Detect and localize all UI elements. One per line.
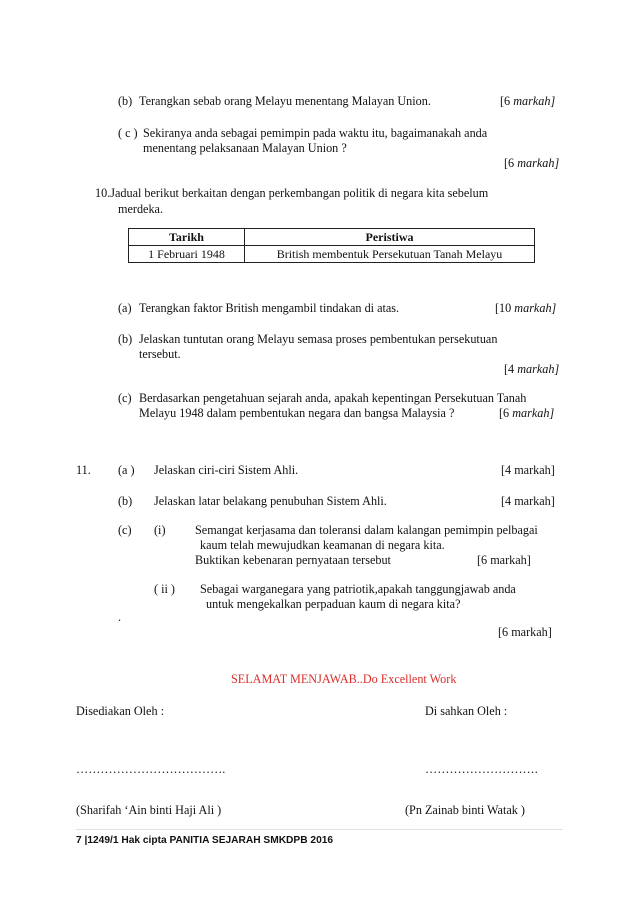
q10-b-line2: tersebut. bbox=[139, 347, 181, 361]
verifier-name: (Pn Zainab binti Watak ) bbox=[405, 803, 525, 817]
q9-b-marks: [6 markah] bbox=[500, 94, 556, 108]
q11-cii-marks: [6 markah] bbox=[498, 625, 552, 639]
q11-b-marks: [4 markah] bbox=[501, 494, 555, 508]
q9-c-label: ( c ) bbox=[118, 126, 138, 140]
q10-line2: merdeka. bbox=[118, 202, 164, 216]
q11-ci-line3: Buktikan kebenaran pernyataan tersebut bbox=[195, 553, 391, 567]
q11-ci-marks: [6 markah] bbox=[477, 553, 531, 567]
signature-line-right: ………………………. bbox=[425, 762, 538, 776]
verified-by-label: Di sahkan Oleh : bbox=[425, 704, 508, 718]
table-header-event: Peristiwa bbox=[245, 229, 535, 246]
table-row bbox=[129, 246, 535, 263]
q9-c-marks: [6 markah] bbox=[504, 156, 560, 170]
page-footer: 7 |1249/1 Hak cipta PANITIA SEJARAH SMKDPB 2016 bbox=[76, 835, 334, 846]
table-cell-date: 1 Februari 1948 bbox=[129, 246, 245, 263]
q11-b-text: Jelaskan latar belakang penubuhan Sistem Ahli. bbox=[154, 494, 387, 508]
q11-a-label: (a ) bbox=[118, 463, 135, 477]
q9-c-line1: Sekiranya anda sebagai pemimpin pada waktu itu, bagaimanakah anda bbox=[143, 126, 488, 140]
q11-c-label: (c) bbox=[118, 523, 132, 537]
footer-divider bbox=[76, 829, 563, 830]
q11-cii-label: ( ii ) bbox=[154, 582, 175, 596]
q11-cii-line2: untuk mengekalkan perpaduan kaum di negara kita? bbox=[206, 597, 461, 611]
q9-b-text: Terangkan sebab orang Melayu menentang Malayan Union. bbox=[139, 94, 431, 108]
q11-cii-line1: Sebagai warganegara yang patriotik,apakah tanggungjawab anda bbox=[200, 582, 516, 596]
table-cell-event: British membentuk Persekutuan Tanah Melayu bbox=[245, 246, 535, 263]
q11-ci-label: (i) bbox=[154, 523, 166, 537]
table-header-date: Tarikh bbox=[129, 229, 245, 246]
closing-message: SELAMAT MENJAWAB..Do Excellent Work bbox=[231, 672, 457, 686]
q9-c-line2: menentang pelaksanaan Malayan Union ? bbox=[143, 141, 347, 155]
q10-a-marks: [10 markah] bbox=[495, 301, 557, 315]
q11-ci-line1: Semangat kerjasama dan toleransi dalam kalangan pemimpin pelbagai bbox=[195, 523, 538, 537]
q10-a-label: (a) bbox=[118, 301, 132, 315]
q10-b-label: (b) bbox=[118, 332, 133, 346]
q11-ci-line2: kaum telah mewujudkan keamanan di negara kita. bbox=[200, 538, 445, 552]
q11-number: 11. bbox=[76, 463, 91, 477]
q10-c-label: (c) bbox=[118, 391, 132, 405]
table-header-row bbox=[129, 229, 535, 246]
q10-a-text: Terangkan faktor British mengambil tindakan di atas. bbox=[139, 301, 400, 315]
q11-b-label: (b) bbox=[118, 494, 133, 508]
q10-c-line1: Berdasarkan pengetahuan sejarah anda, apakah kepentingan Persekutuan Tanah bbox=[139, 391, 527, 405]
q10-b-marks: [4 markah] bbox=[504, 362, 560, 376]
q11-a-text: Jelaskan ciri-ciri Sistem Ahli. bbox=[154, 463, 299, 477]
prepared-by-label: Disediakan Oleh : bbox=[76, 704, 164, 718]
q10-line1: 10.Jadual berikut berkaitan dengan perkembangan politik di negara kita sebelum bbox=[95, 186, 489, 200]
q10-c-marks: [6 markah] bbox=[499, 406, 555, 420]
q11-a-marks: [4 markah] bbox=[501, 463, 555, 477]
q10-c-line2: Melayu 1948 dalam pembentukan negara dan bangsa Malaysia ? bbox=[139, 406, 455, 420]
event-table bbox=[128, 228, 535, 263]
q11-dot: . bbox=[118, 610, 122, 624]
q10-b-line1: Jelaskan tuntutan orang Melayu semasa proses pembentukan persekutuan bbox=[139, 332, 498, 346]
q9-b-label: (b) bbox=[118, 94, 133, 108]
signature-line-left: ………………………………. bbox=[76, 762, 226, 776]
preparer-name: (Sharifah ‘Ain binti Haji Ali ) bbox=[76, 803, 222, 817]
